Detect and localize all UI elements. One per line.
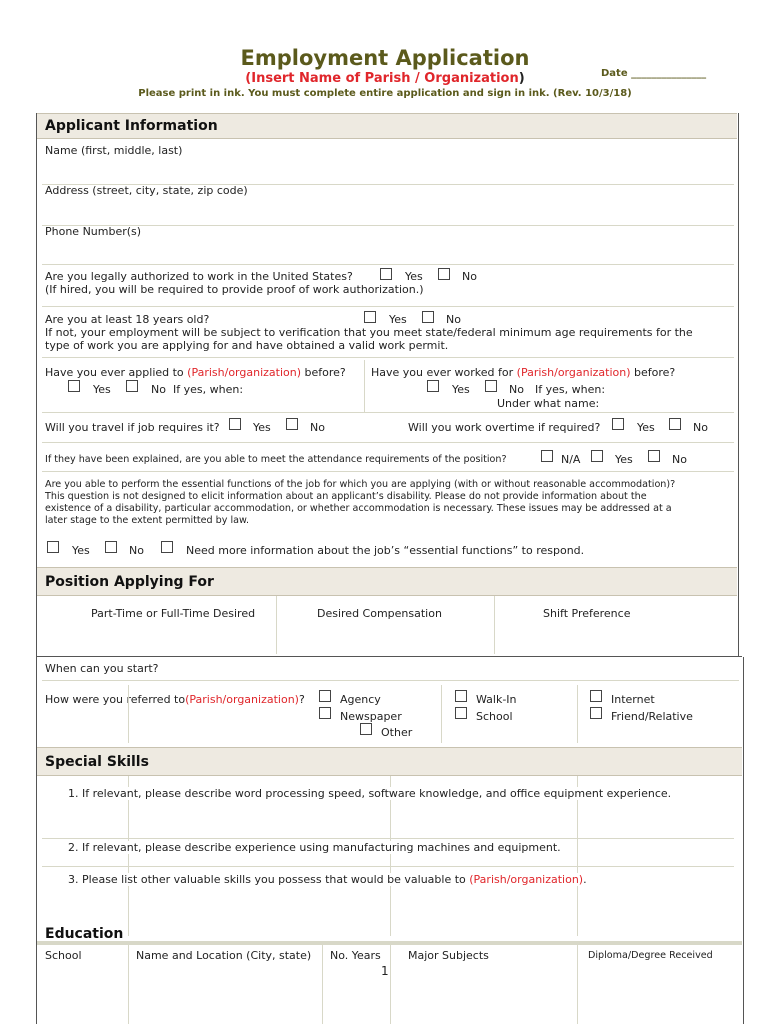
age-line (42, 357, 734, 358)
overtime-no-checkbox[interactable] (669, 418, 681, 430)
age-no-label: No (446, 313, 461, 326)
attendance-no-label: No (672, 453, 687, 466)
skills-line-1[interactable] (42, 838, 734, 839)
worked-org: (Parish/organization) (516, 366, 631, 379)
referral-other-checkbox[interactable] (360, 723, 372, 735)
age-no-checkbox[interactable] (422, 311, 434, 323)
overtime-yes-label: Yes (637, 421, 655, 434)
applied-yes-label: Yes (93, 383, 111, 396)
skills-question-3 (68, 873, 589, 886)
referral-friend-label: Friend/Relative (611, 710, 693, 723)
edu-col-school: School (45, 949, 82, 962)
applied-yes-checkbox[interactable] (68, 380, 80, 392)
instructions: Please print in ink. You must complete entire application and sign in ink. (Rev. 10/3/18) (138, 88, 632, 99)
worked-q-pre: Have you ever worked for (371, 366, 517, 379)
authorized-question: Are you legally authorized to work in the United States? (45, 270, 353, 283)
overtime-yes-checkbox[interactable] (612, 418, 624, 430)
subtitle-open: ( (245, 71, 252, 86)
applied-no-label: No (151, 383, 166, 396)
age-yes-checkbox[interactable] (364, 311, 376, 323)
age-note-1: If not, your employment will be subject to verification that you meet state/federal minimum age requirements for the (45, 326, 693, 339)
referral-other-label: Other (381, 726, 413, 739)
subtitle-close: ) (518, 71, 525, 86)
edu-divider-3 (390, 945, 391, 1024)
travel-yes-checkbox[interactable] (229, 418, 241, 430)
skills-divider-2 (390, 776, 391, 936)
essential-yes-label: Yes (72, 544, 90, 557)
authorized-no-checkbox[interactable] (438, 268, 450, 280)
attendance-na-checkbox[interactable] (541, 450, 553, 462)
edu-divider-1 (128, 945, 129, 1024)
attendance-question: If they have been explained, are you able to meet the attendance requirements of the position? (45, 454, 507, 465)
age-note-2: type of work you are applying for and have obtained a valid work permit. (45, 339, 449, 352)
page-number: 1 (381, 964, 389, 978)
skills-q3-post: . (583, 873, 587, 886)
age-question: Are you at least 18 years old? (45, 313, 210, 326)
col-part-full-time: Part-Time or Full-Time Desired (91, 607, 256, 620)
date-field[interactable]: Date _______________ (601, 68, 707, 79)
worked-yes-checkbox[interactable] (427, 380, 439, 392)
edu-col-name-location: Name and Location (City, state) (136, 949, 312, 962)
page-title: Employment Application (240, 46, 530, 70)
skills-q3-org: (Parish/organization) (469, 873, 584, 886)
travel-no-checkbox[interactable] (286, 418, 298, 430)
overtime-question: Will you work overtime if required? (408, 421, 601, 434)
overtime-no-label: No (693, 421, 708, 434)
referral-divider-1 (128, 685, 129, 743)
referral-walkin-label: Walk-In (476, 693, 517, 706)
start-line[interactable] (42, 680, 739, 681)
attendance-no-checkbox[interactable] (648, 450, 660, 462)
applied-line (42, 412, 734, 413)
worked-no-checkbox[interactable] (485, 380, 497, 392)
travel-line (42, 442, 734, 443)
referred-org: (Parish/organization) (185, 693, 299, 706)
travel-question: Will you travel if job requires it? (45, 421, 220, 434)
position-section-title: Position Applying For (45, 574, 214, 590)
applied-no-checkbox[interactable] (126, 380, 138, 392)
referral-school-label: School (476, 710, 513, 723)
skills-section-header (37, 747, 742, 776)
subtitle-org: Insert Name of Parish / Organization (251, 71, 519, 86)
applied-divider (364, 360, 365, 412)
age-yes-label: Yes (389, 313, 407, 326)
worked-when-label: If yes, when: (535, 383, 606, 396)
position-line (37, 656, 742, 657)
attendance-line (42, 471, 734, 472)
authorized-no-label: No (462, 270, 477, 283)
essential-note-2: existence of a disability, particular accommodation, or whether accommodation is necessary. These issues may be addressed at a (45, 503, 672, 514)
phone-label: Phone Number(s) (45, 225, 142, 238)
applied-when-label: If yes, when: (173, 383, 244, 396)
worked-question (371, 366, 675, 379)
worked-no-label: No (509, 383, 524, 396)
address-line[interactable] (42, 225, 734, 226)
edu-col-major: Major Subjects (408, 949, 489, 962)
edu-col-diploma: Diploma/Degree Received (588, 950, 713, 961)
authorized-yes-label: Yes (405, 270, 423, 283)
applied-q-pre: Have you ever applied to (45, 366, 188, 379)
referred-pre: How were you referred to (45, 693, 186, 706)
skills-question-1: 1. If relevant, please describe word processing speed, software knowledge, and office equipment experience. (68, 787, 672, 800)
essential-note-3: later stage to the extent permitted by law. (45, 515, 250, 526)
referral-walkin-checkbox[interactable] (455, 690, 467, 702)
referral-internet-label: Internet (611, 693, 655, 706)
essential-no-label: No (129, 544, 144, 557)
phone-line[interactable] (42, 264, 734, 265)
need-more-checkbox[interactable] (161, 541, 173, 553)
attendance-yes-checkbox[interactable] (591, 450, 603, 462)
authorized-note: (If hired, you will be required to provide proof of work authorization.) (45, 283, 424, 296)
essential-note-1: This question is not designed to elicit information about an applicant’s disability. Please do not provide information about the (45, 491, 647, 502)
essential-yes-checkbox[interactable] (47, 541, 59, 553)
attendance-yes-label: Yes (615, 453, 633, 466)
worked-q-post: before? (630, 366, 676, 379)
skills-q3-pre: 3. Please list other valuable skills you possess that would be valuable to (68, 873, 470, 886)
start-label: When can you start? (45, 662, 159, 675)
col-desired-compensation: Desired Compensation (317, 607, 442, 620)
edu-divider-4 (577, 945, 578, 1024)
skills-line-2[interactable] (42, 866, 734, 867)
travel-no-label: No (310, 421, 325, 434)
referral-divider-2 (441, 685, 442, 743)
referral-school-checkbox[interactable] (455, 707, 467, 719)
position-section-header (37, 567, 737, 596)
authorized-yes-checkbox[interactable] (380, 268, 392, 280)
name-label: Name (first, middle, last) (45, 144, 183, 157)
attendance-na-label: N/A (561, 453, 581, 466)
position-divider-2 (494, 596, 495, 654)
education-section-title: Education (45, 926, 124, 942)
applied-q-post: before? (301, 366, 346, 379)
worked-yes-label: Yes (452, 383, 470, 396)
applied-org: (Parish/organization) (187, 366, 302, 379)
referral-newspaper-label: Newspaper (340, 710, 402, 723)
essential-no-checkbox[interactable] (105, 541, 117, 553)
authorized-line (42, 306, 734, 307)
referral-agency-label: Agency (340, 693, 381, 706)
edu-col-years: No. Years (330, 949, 381, 962)
essential-question: Are you able to perform the essential functions of the job for which you are applying (with or without reasonable accommodation)? (45, 479, 676, 490)
referral-agency-checkbox[interactable] (319, 690, 331, 702)
referred-question (45, 693, 305, 706)
skills-question-2: 2. If relevant, please describe experience using manufacturing machines and equipment. (68, 841, 561, 854)
referral-newspaper-checkbox[interactable] (319, 707, 331, 719)
travel-yes-label: Yes (253, 421, 271, 434)
col-shift-preference: Shift Preference (543, 607, 631, 620)
worked-under-label: Under what name: (497, 397, 600, 410)
referral-friend-checkbox[interactable] (590, 707, 602, 719)
edu-divider-2 (322, 945, 323, 1024)
position-divider-1 (276, 596, 277, 654)
referred-post: ? (298, 693, 305, 706)
applicant-section-title: Applicant Information (45, 118, 218, 134)
referral-divider-3 (577, 685, 578, 743)
applicant-section-header (37, 113, 737, 139)
skills-section-title: Special Skills (45, 754, 149, 770)
skills-divider-1 (128, 776, 129, 936)
skills-divider-3 (577, 776, 578, 936)
referral-internet-checkbox[interactable] (590, 690, 602, 702)
address-label: Address (street, city, state, zip code) (45, 184, 248, 197)
applied-question (45, 366, 346, 379)
need-more-label: Need more information about the job’s “essential functions” to respond. (186, 544, 585, 557)
